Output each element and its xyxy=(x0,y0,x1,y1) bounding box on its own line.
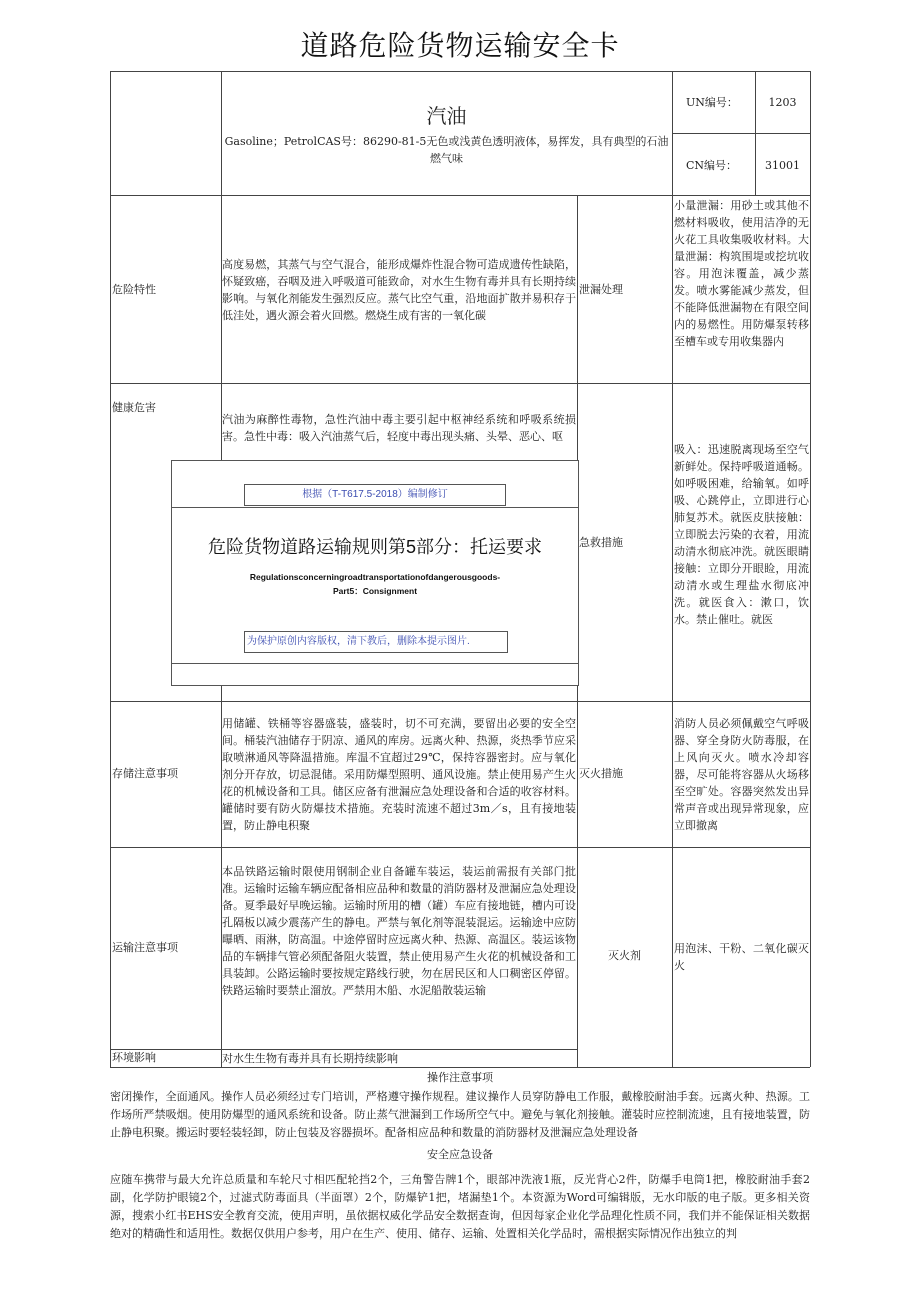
health-content: 汽油为麻醉性毒物，急性汽油中毒主要引起中枢神经系统和呼吸系统损害。急性中毒：吸入汽油蒸气后，轻度中毒出现头痛、头晕、恶心、呕 xyxy=(222,413,576,443)
extinguisher-label: 灭火剂 xyxy=(608,949,641,962)
overlay-notice xyxy=(171,460,579,686)
product-description: Gasoline；PetrolCAS号：86290-81-5无色或浅黄色透明液体，易挥发，具有典型的石油燃气味 xyxy=(224,135,669,165)
emergency-heading: 安全应急设备 xyxy=(427,1148,493,1161)
environment-content: 对水生生物有毒并具有长期持续影响 xyxy=(222,1052,398,1065)
emergency-text: 应随车携带与最大允许总质量和车轮尺寸相匹配轮挡2个，三角警告牌1个，眼部冲洗液1瓶，反光背心2件，防爆手电筒1把，橡胶耐油手套2副，化学防护眼镜2个，过滤式防毒面具（半面罩）2个，防爆铲1把，堵漏垫1个。本资源为Word可编辑版，无水印版的电子版。更多相关资源，搜索小红书EHS安全教育交流，使用声明，虽依据权威化学品安全数据查询，但因每家企业化学品理化性质不同，我们并不能保证相关数据绝对的精确性和适用性。数据仅供用户参考，用户在生产、使用、储存、运输、处置相关化学品时，需根据实际情况作出独立的判 xyxy=(110,1173,810,1240)
environment-label: 环境影响 xyxy=(112,1051,156,1064)
transport-content: 本品铁路运输时限使用钢制企业自备罐车装运，装运前需报有关部门批准。运输时运输车辆应配备相应品种和数量的消防器材及泄漏应急处理设备。夏季最好早晚运输。运输时所用的槽（罐）车应有接地链，槽内可设孔隔板以减少震荡产生的静电。严禁与氧化剂等混装混运。运输途中应防曝晒、雨淋，防高温。中途停留时应远离火种、热源、高温区。装运该物品的车辆排气管必须配备阻火装置，禁止使用易产生火花的机械设备和工具装卸。公路运输时要按规定路线行驶，勿在居民区和人口稠密区停留。铁路运输时要禁止溜放。严禁用木船、水泥船散装运输 xyxy=(222,865,576,997)
first-aid-content: 吸入：迅速脱离现场至空气新鲜处。保持呼吸道通畅。如呼吸困难，给输氧。如呼吸、心跳停止，立即进行心肺复苏术。就医皮肤接触：立即脱去污染的衣着，用流动清水彻底冲洗。就医眼睛接触：立即分开眼睑，用流动清水或生理盐水彻底冲洗。就医食入：漱口，饮水。禁止催吐。就医 xyxy=(674,443,809,626)
operation-heading: 操作注意事项 xyxy=(427,1071,493,1084)
storage-content: 用储罐、铁桶等容器盛装，盛装时，切不可充满，要留出必要的安全空间。桶装汽油储存于阴凉、通风的库房。远离火种、热源，炎热季节应采取喷淋通风等降温措施。库温不宜超过29℃，保持容器密封。应与氧化剂分开存放，切忌混储。采用防爆型照明、通风设施。禁止使用易产生火花的机械设备和工具。储区应备有泄漏应急处理设备和合适的收容材料。罐储时要有防火防爆技术措施。充装时流速不超过3m／s，且有接地装置，防止静电积聚 xyxy=(222,717,576,832)
overlay-heading: 危险货物道路运输规则第5部分：托运要求 xyxy=(207,537,542,557)
first-aid-label: 急救措施 xyxy=(579,536,623,549)
product-name: 汽油 xyxy=(426,104,467,128)
health-label: 健康危害 xyxy=(112,401,156,414)
overlay-subheading-line1: Regulationsconcerningroadtransportationofdangerousgoods- xyxy=(249,572,501,582)
spill-content: 小量泄漏：用砂土或其他不燃材料吸收，使用洁净的无火花工具收集吸收材料。大量泄漏：构筑围堤或挖坑收容。用泡沫覆盖，减少蒸发。喷水雾能减少蒸发，但不能降低泄漏物在有限空间内的易燃性。用防爆泵转移至槽车或专用收集器内 xyxy=(674,199,809,348)
page-title: 道路危险货物运输安全卡 xyxy=(300,29,620,62)
cn-label: CN编号： xyxy=(686,159,738,172)
cn-value: 31001 xyxy=(765,159,800,172)
extinguisher-content: 用泡沫、干粉、二氧化碳灭火 xyxy=(674,942,809,972)
operation-text: 密闭操作，全面通风。操作人员必须经过专门培训，严格遵守操作规程。建议操作人员穿防静电工作服，戴橡胶耐油手套。远离火种、热源。工作场所严禁吸烟。使用防爆型的通风系统和设备。防止蒸气泄漏到工作场所空气中。避免与氧化剂接触。灌装时应控制流速，且有接地装置，防止静电积聚。搬运时要轻装轻卸，防止包装及容器损坏。配备相应品种和数量的消防器材及泄漏应急处理设备 xyxy=(110,1090,810,1139)
transport-label: 运输注意事项 xyxy=(112,941,178,954)
firefighting-content: 消防人员必须佩戴空气呼吸器、穿全身防火防毒服，在上风向灭火。喷水冷却容器，尽可能将容器从火场移至空旷处。容器突然发出异常声音或出现异常现象，应立即撤离 xyxy=(674,717,809,832)
storage-label: 存储注意事项 xyxy=(112,767,178,780)
hazard-label: 危险特性 xyxy=(112,283,156,296)
un-label: UN编号： xyxy=(686,96,738,109)
overlay-badge-bottom: 为保护原创内容版权，清下教后，删除本提示图片. xyxy=(244,631,508,653)
firefighting-label: 灭火措施 xyxy=(579,767,623,780)
overlay-badge-top: 根据（T-T617.5-2018）编制修订 xyxy=(244,484,506,506)
overlay-subheading-line2: Part5：Consignment xyxy=(332,586,418,596)
hazard-content: 高度易燃，其蒸气与空气混合，能形成爆炸性混合物可造成遗传性缺陷，怀疑致癌，吞咽及进入呼吸道可能致命，对水生生物有毒并具有长期持续影响。与氧化剂能发生强烈反应。蒸气比空气重，沿地面扩散并易积存于低洼处，遇火源会着火回燃。燃烧生成有害的一氧化碳 xyxy=(222,258,576,322)
spill-label: 泄漏处理 xyxy=(579,283,623,296)
un-value: 1203 xyxy=(768,96,797,109)
